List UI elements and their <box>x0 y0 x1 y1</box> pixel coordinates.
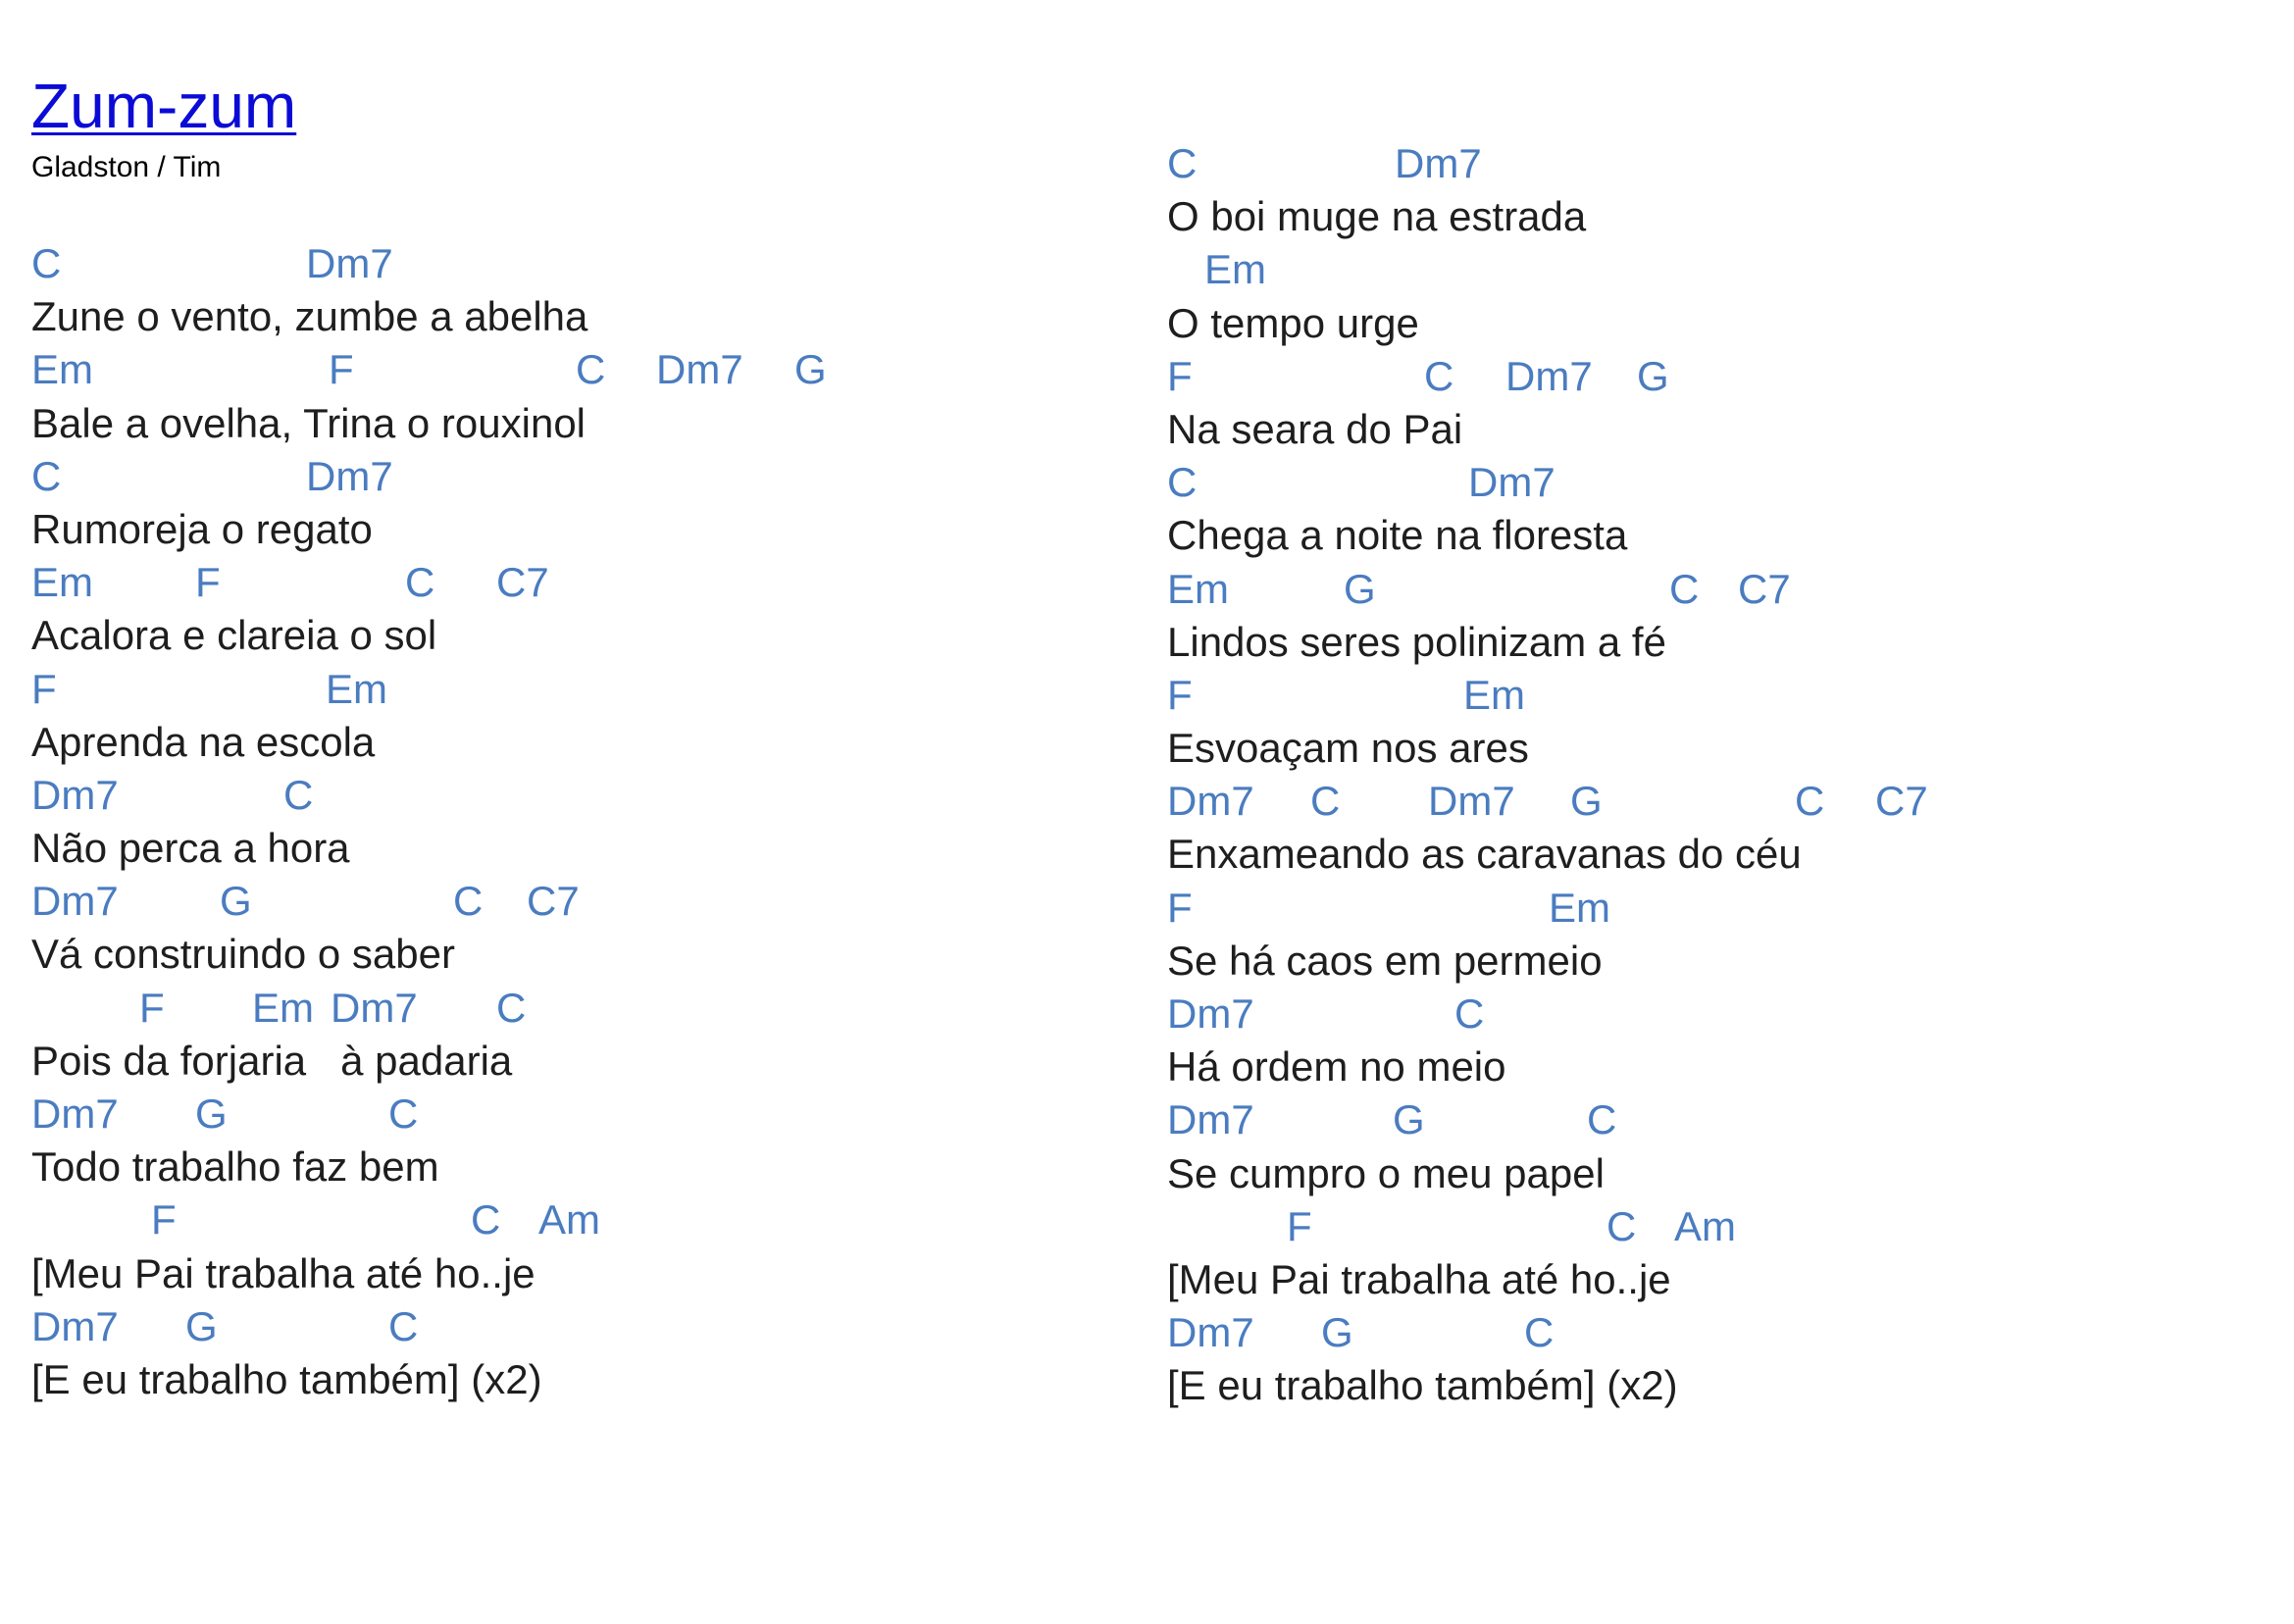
chord: F <box>329 346 354 393</box>
chord-line-right-12 <box>1167 775 2246 828</box>
chord: Em <box>1167 565 1229 612</box>
chord: C <box>405 559 435 606</box>
chord-line-left-18 <box>31 1193 1110 1246</box>
chord: F <box>151 1196 177 1243</box>
chord: Dm7 <box>31 1302 119 1349</box>
lyric-line: Se cumpro o meu papel <box>1167 1149 1605 1196</box>
chord-line-right-0 <box>1167 137 2246 190</box>
chord-line-left-4 <box>31 450 1110 503</box>
chord: G <box>195 1091 228 1137</box>
chord-line-left-0 <box>31 237 1110 290</box>
lyric-line: [E eu trabalho também] (x2) <box>31 1355 542 1402</box>
chord-line-right-22 <box>1167 1306 2246 1359</box>
chord: C7 <box>1875 778 1928 825</box>
chord-line-right-2 <box>1167 243 2246 296</box>
chord: F <box>1167 352 1193 399</box>
chord-line-left-16 <box>31 1088 1110 1141</box>
chord: C7 <box>496 559 549 606</box>
chord: Dm7 <box>1167 990 1254 1037</box>
chord: F <box>139 984 165 1031</box>
lyric-line: [Meu Pai trabalha até ho..je <box>31 1249 535 1296</box>
chord: Em <box>31 346 93 393</box>
chord: Dm7 <box>1505 352 1593 399</box>
lyric-line: Pois da forjaria à padaria <box>31 1037 513 1084</box>
chord: Dm7 <box>31 771 119 818</box>
chord: C <box>388 1091 419 1137</box>
chord-line-right-6 <box>1167 456 2246 509</box>
chord: G <box>220 878 252 925</box>
chord: Dm7 <box>306 240 393 286</box>
chord: F <box>1167 671 1193 718</box>
chord: Dm7 <box>31 1091 119 1137</box>
chord-line-left-2 <box>31 343 1110 396</box>
chord: G <box>1393 1096 1425 1143</box>
verse-column-left <box>31 237 1110 1406</box>
chord: C <box>31 452 62 499</box>
chord-line-right-14 <box>1167 882 2246 935</box>
chord: Em <box>252 984 314 1031</box>
chord-line-left-20 <box>31 1300 1110 1353</box>
chord: G <box>1637 352 1669 399</box>
chord: C <box>1424 352 1454 399</box>
lyric-line: Aprenda na escola <box>31 718 376 765</box>
chord: Em <box>326 665 387 712</box>
chord: C7 <box>1738 565 1791 612</box>
chord-line-left-12 <box>31 875 1110 928</box>
chord: Em <box>1204 246 1266 293</box>
chord: Dm7 <box>306 452 393 499</box>
chord: C <box>576 346 606 393</box>
chord: Dm7 <box>1468 459 1555 506</box>
chord: Dm7 <box>31 878 119 925</box>
chord-line-left-10 <box>31 769 1110 822</box>
lyric-line: [Meu Pai trabalha até ho..je <box>1167 1255 1671 1302</box>
chord: C <box>1454 990 1485 1037</box>
chord: C <box>1524 1309 1555 1356</box>
lyric-line: Bale a ovelha, Trina o rouxinol <box>31 399 586 446</box>
chord-line-left-8 <box>31 663 1110 716</box>
chord: C7 <box>527 878 580 925</box>
chord-line-right-4 <box>1167 350 2246 403</box>
chord: G <box>1344 565 1376 612</box>
chord: C <box>1795 778 1825 825</box>
lyric-line: Rumoreja o regato <box>31 505 373 552</box>
lyric-line: Há ordem no meio <box>1167 1043 1506 1091</box>
lyric-line: Não perca a hora <box>31 825 350 872</box>
lyric-line: Acalora e clareia o sol <box>31 612 437 659</box>
lyric-line: Na seara do Pai <box>1167 405 1463 452</box>
chord: Dm7 <box>1395 140 1482 186</box>
chord: C <box>453 878 484 925</box>
chord: F <box>1167 884 1193 931</box>
song-title-link[interactable]: Zum-zum <box>31 71 297 141</box>
chord: C <box>496 984 527 1031</box>
chord: G <box>1570 778 1603 825</box>
chord-line-right-18 <box>1167 1093 2246 1146</box>
chord: F <box>1287 1202 1312 1249</box>
lyric-line: Chega a noite na floresta <box>1167 512 1628 559</box>
chord-line-left-6 <box>31 556 1110 609</box>
chord: C <box>1167 140 1198 186</box>
lyric-line: O boi muge na estrada <box>1167 193 1587 240</box>
chord: C <box>1167 459 1198 506</box>
chord: Em <box>1463 671 1525 718</box>
chord: C <box>1669 565 1700 612</box>
lyric-line: Vá construindo o saber <box>31 931 455 978</box>
lyric-line: Todo trabalho faz bem <box>31 1143 439 1191</box>
verse-column-right <box>1167 137 2246 1413</box>
chord: Dm7 <box>656 346 743 393</box>
chord: Am <box>538 1196 600 1243</box>
chord: Dm7 <box>1167 1309 1254 1356</box>
lyric-line: Esvoaçam nos ares <box>1167 725 1529 772</box>
lyric-line: Zune o vento, zumbe a abelha <box>31 293 588 340</box>
chord-line-right-16 <box>1167 988 2246 1040</box>
chord: G <box>185 1302 218 1349</box>
chord: Am <box>1674 1202 1736 1249</box>
chord: Dm7 <box>1167 1096 1254 1143</box>
chord: Dm7 <box>1428 778 1515 825</box>
chord: F <box>31 665 57 712</box>
chord: F <box>195 559 221 606</box>
chord: Em <box>31 559 93 606</box>
lyric-line: Se há caos em permeio <box>1167 937 1603 984</box>
chord: G <box>794 346 827 393</box>
chord-line-right-20 <box>1167 1200 2246 1253</box>
chord-line-right-10 <box>1167 669 2246 722</box>
chord: C <box>283 771 314 818</box>
chord: C <box>388 1302 419 1349</box>
chord: C <box>1310 778 1341 825</box>
chord: G <box>1321 1309 1353 1356</box>
chord: C <box>31 240 62 286</box>
chord: C <box>1587 1096 1617 1143</box>
chord: C <box>471 1196 501 1243</box>
chord: Dm7 <box>1167 778 1254 825</box>
chord-line-right-8 <box>1167 563 2246 616</box>
lyric-line: Enxameando as caravanas do céu <box>1167 831 1802 878</box>
lyric-line: [E eu trabalho também] (x2) <box>1167 1362 1678 1409</box>
chord-line-left-14 <box>31 982 1110 1035</box>
chord: Em <box>1549 884 1610 931</box>
chord: Dm7 <box>331 984 418 1031</box>
lyric-line: Lindos seres polinizam a fé <box>1167 618 1666 665</box>
chord: C <box>1606 1202 1637 1249</box>
song-authors: Gladston / Tim <box>31 151 222 183</box>
lyric-line: O tempo urge <box>1167 299 1419 346</box>
